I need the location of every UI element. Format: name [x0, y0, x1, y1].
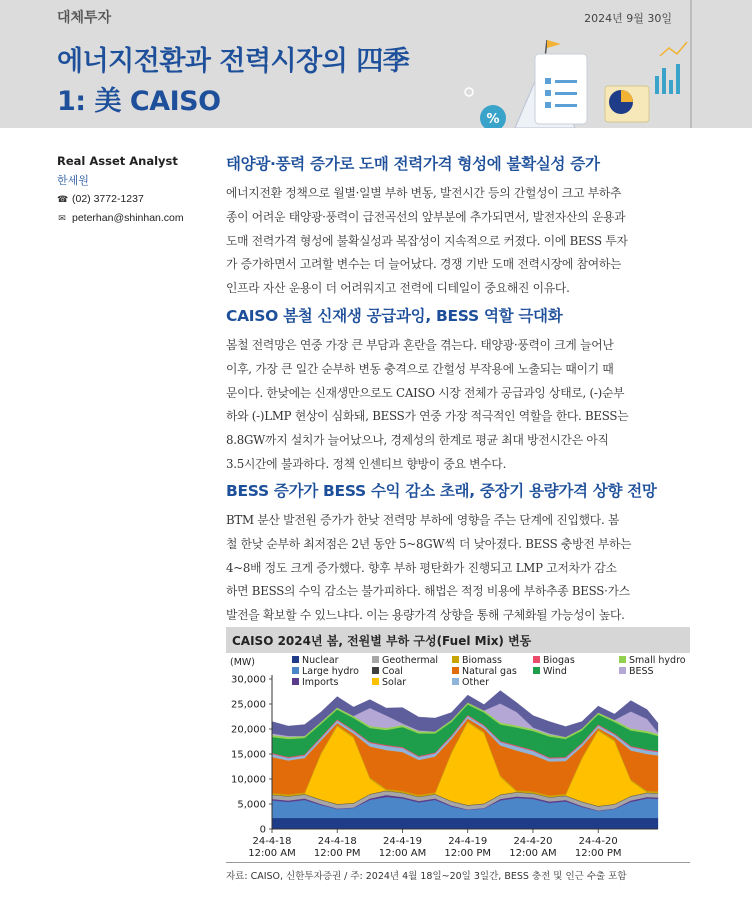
analyst-info	[57, 152, 207, 228]
legend-label: Natural gas	[462, 666, 517, 677]
y-tick-label: 30,000	[231, 674, 266, 686]
y-tick-label: 10,000	[231, 774, 266, 786]
section-1-line: 인프라 자산 운용이 더 어려워지고 전력에 디테일이 중요해진 이유다.	[226, 281, 570, 296]
fuel-mix-figure	[226, 627, 690, 863]
header-divider	[690, 0, 692, 128]
section-1-title: 태양광·풍력 증가로 도매 전력가격 형성에 불확실성 증가	[226, 155, 600, 173]
x-tick-label-date: 24-4-18	[252, 836, 292, 847]
x-tick-label-date: 24-4-20	[513, 836, 553, 847]
section-1-line: 도매 전력가격 형성에 불확실성과 복잡성이 지속적으로 커졌다. 이에 BESS 투자	[226, 233, 628, 248]
header-illustration	[455, 36, 695, 128]
report-header	[0, 0, 752, 128]
phone-icon: ☎	[57, 194, 69, 204]
analyst-email-row	[57, 209, 207, 228]
section-2-line: 하와 (-)LMP 현상이 심화돼, BESS가 연중 가장 적극적인 역할을 한다. BESS는	[226, 409, 629, 424]
mail-icon: ✉	[58, 213, 66, 223]
legend-label: Other	[462, 677, 489, 688]
legend-label: Wind	[543, 666, 567, 677]
document-icon	[535, 54, 587, 124]
report-category: 대체투자	[57, 10, 112, 26]
legend-label: BESS	[629, 666, 654, 677]
legend-label: Biomass	[462, 655, 502, 666]
x-tick-label-time: 12:00 PM	[574, 848, 622, 859]
legend-label: Biogas	[543, 655, 575, 666]
x-tick-label-time: 12:00 AM	[248, 848, 296, 859]
y-tick-label: 0	[259, 824, 266, 836]
x-tick-label-time: 12:00 AM	[509, 848, 557, 859]
figure-bottom-rule	[226, 862, 690, 863]
section-1-line: 에너지전환 정책으로 월별·일별 부하 변동, 발전시간 등의 간헐성이 크고 부하추	[226, 186, 622, 200]
analyst-name: 한세원	[57, 174, 89, 187]
x-tick-label-time: 12:00 PM	[313, 848, 361, 859]
x-tick-label-time: 12:00 AM	[378, 848, 427, 859]
section-2-body	[226, 334, 690, 477]
y-tick-label: 5,000	[237, 799, 266, 811]
legend-item-nuclear	[292, 655, 339, 666]
chart-plot	[226, 667, 690, 863]
figure-source: 자료: CAISO, 신한투자증권 / 주: 2024년 4월 18일~20일 3일간, BESS 충전 및 인근 수출 포함	[226, 871, 627, 882]
analyst-role: Real Asset Analyst	[57, 154, 178, 168]
legend-swatch	[292, 656, 299, 663]
report-title-line1: 에너지전환과 전력시장의 四季	[57, 46, 410, 77]
section-2-line: 문이다. 한낮에는 신재생만으로도 CAISO 시장 전체가 공급과잉 상태로, (-)순부	[226, 385, 625, 400]
section-2-line: 봄철 전력망은 연중 가장 큰 부담과 혼란을 겪는다. 태양광·풍력이 크게 늘어난	[226, 338, 614, 352]
x-tick-label-date: 24-4-18	[317, 836, 357, 847]
analyst-phone-row	[57, 190, 207, 209]
legend-item-geothermal	[372, 655, 438, 666]
legend-swatch	[619, 656, 626, 663]
section-3-title: BESS 증가가 BESS 수익 감소 초래, 중장기 용량가격 상향 전망	[226, 482, 657, 500]
section-2-line: 3.5시간에 불과하다. 정책 인센티브 향방이 중요 변수다.	[226, 456, 507, 471]
section-3-body	[226, 509, 690, 628]
y-tick-label: 25,000	[231, 699, 266, 711]
legend-item-small-hydro	[619, 655, 686, 666]
plus-icon	[465, 88, 473, 96]
x-tick-label-time: 12:00 PM	[444, 848, 492, 859]
legend-label: Solar	[382, 677, 407, 688]
legend-label: Small hydro	[629, 655, 686, 666]
legend-label: Coal	[382, 666, 403, 677]
bar-chart-icon	[655, 76, 659, 94]
x-tick-label-date: 24-4-19	[382, 836, 422, 847]
section-1-body	[226, 182, 690, 301]
legend-swatch	[372, 656, 379, 663]
y-tick-label: 20,000	[231, 724, 266, 736]
section-3-line: 4~8배 정도 크게 증가했다. 향후 부하 평탄화가 진행되고 LMP 고저차가 감소	[226, 560, 617, 575]
area-nuclear	[272, 818, 658, 829]
analyst-email[interactable]: peterhan@shinhan.com	[72, 212, 184, 224]
legend-item-biogas	[533, 655, 575, 666]
section-3-line: 발전을 확보할 수 있느냐다. 이는 용량가격 상향을 통해 구체화될 가능성이 높다.	[226, 608, 625, 623]
y-tick-label: 15,000	[231, 749, 266, 761]
legend-swatch	[533, 656, 540, 663]
report-title	[57, 42, 409, 122]
report-title-line2: 1: 美 CAISO	[57, 86, 221, 117]
section-1-line: 종이 어려운 태양광·풍력이 급전곡선의 앞부분에 추가되면서, 발전자산의 운용과	[226, 209, 626, 224]
x-tick-label-date: 24-4-20	[578, 836, 618, 847]
svg-text:%: %	[486, 112, 500, 127]
legend-label: Large hydro	[302, 666, 359, 677]
legend-label: Geothermal	[382, 655, 439, 666]
legend-label: Nuclear	[302, 655, 339, 666]
section-3-line: 하면 BESS의 수익 감소는 불가피하다. 해법은 적정 비용에 부하추종 BESS·가스	[226, 584, 630, 599]
flag-icon	[547, 40, 561, 48]
report-date: 2024년 9월 30일	[584, 12, 672, 25]
figure-header	[226, 627, 690, 653]
y-axis-unit: (MW)	[230, 657, 256, 668]
legend-swatch	[452, 656, 459, 663]
legend-item-biomass	[452, 655, 502, 666]
section-3-line: BTM 분산 발전원 증가가 한낮 전력망 부하에 영향을 주는 단계에 진입했다. 봄	[226, 513, 620, 527]
section-2-line: 8.8GW까지 설치가 늘어났으나, 경제성의 한계로 평균 최대 방전시간은 아직	[226, 433, 609, 448]
x-tick-label-date: 24-4-19	[448, 836, 488, 847]
section-2-title: CAISO 봄철 신재생 공급과잉, BESS 역할 극대화	[226, 307, 563, 325]
section-2-line: 이후, 가장 큰 일간 순부하 변동 충격으로 간헐성 부작용에 노출되는 때이기 때	[226, 361, 614, 376]
analyst-phone: (02) 3772-1237	[72, 193, 144, 205]
legend-label: Imports	[302, 677, 339, 688]
section-3-line: 철 한낮 순부하 최저점은 2년 동안 5~8GW씩 더 낮아졌다. BESS 충방전 부하는	[226, 536, 632, 551]
section-1-line: 가 증가하면서 고려할 변수는 더 늘어났다. 경쟁 기반 도매 전력시장에 참여하는	[226, 257, 622, 272]
chart-title: CAISO 2024년 봄, 전원별 부하 구성(Fuel Mix) 변동	[232, 634, 532, 648]
